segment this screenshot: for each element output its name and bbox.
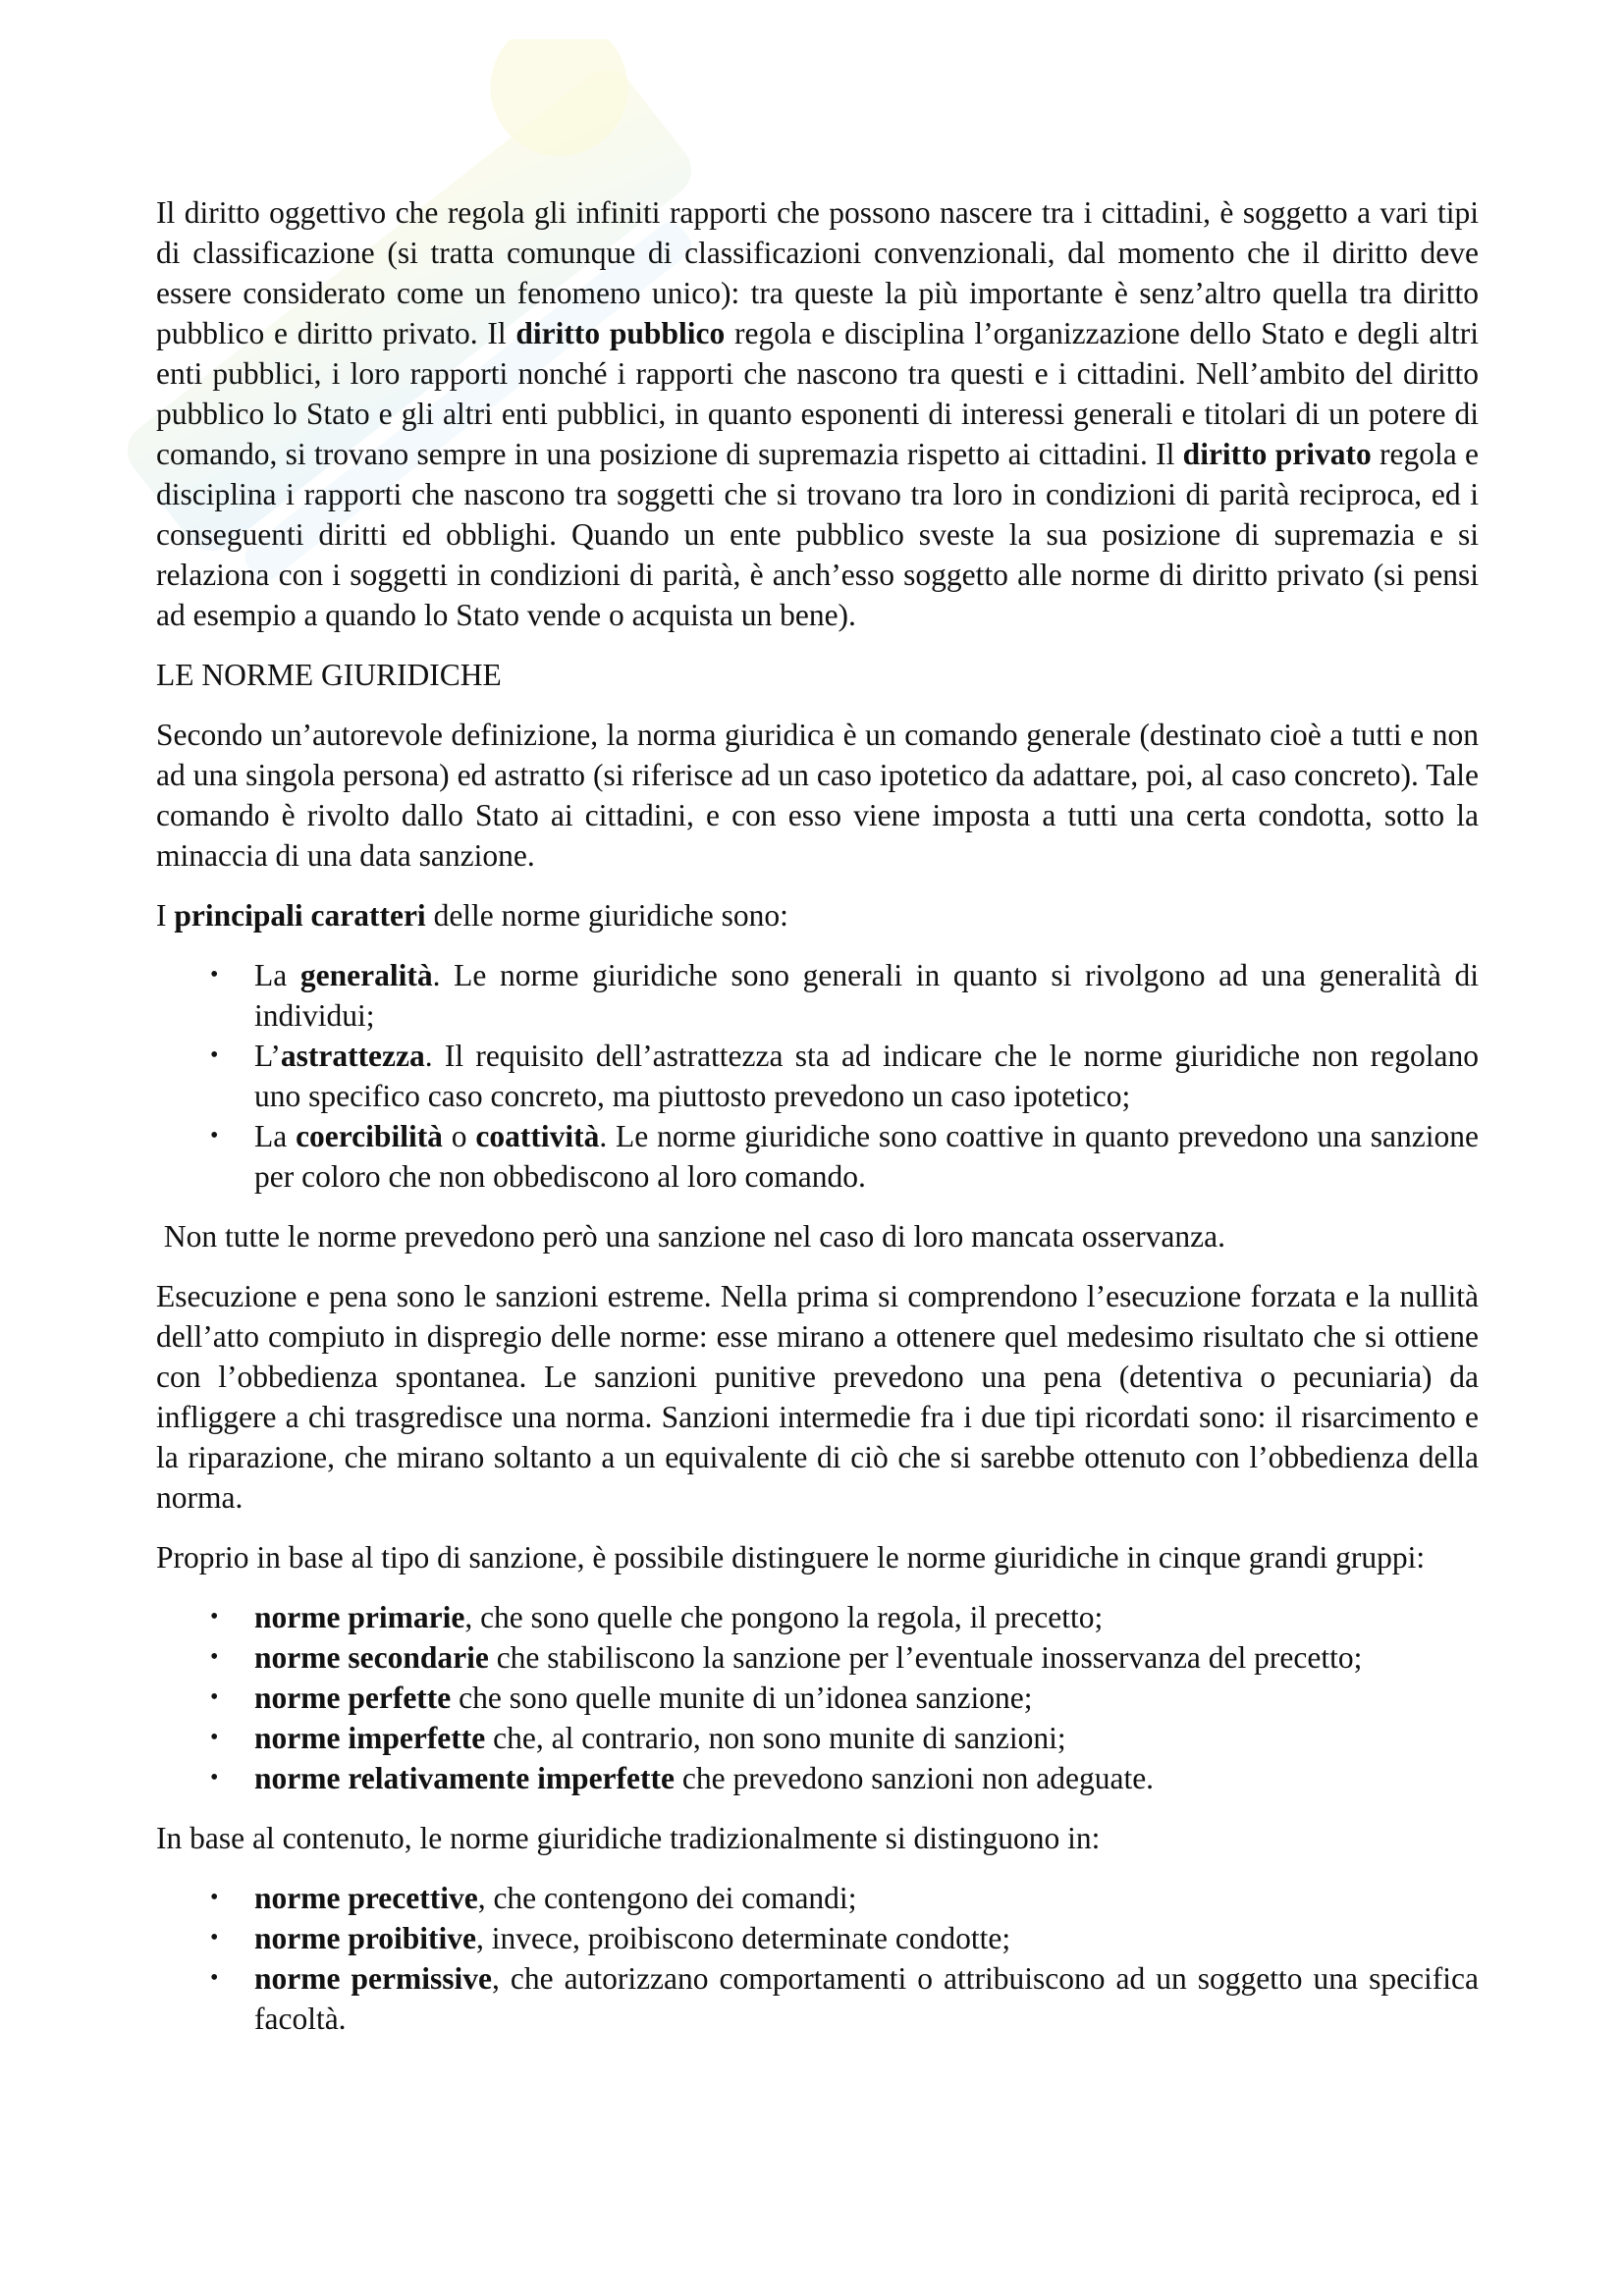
definition-paragraph: Secondo un’autorevole definizione, la norma giuridica è un comando generale (destinato cioè a tutti e non ad una singola persona) ed astratto (si riferisce ad un caso ipotetico da adattare, poi, al caso concreto). Tale comando è rivolto dallo Stato ai cittadini, e con esso viene imposta a tutti una certa condotta, sotto la minaccia di una data sanzione. [156,718,1479,873]
bullet-icon: • [210,1965,219,1991]
bullet-icon: • [210,1725,219,1750]
list-item: • norme permissive, che autorizzano comportamenti o attribuiscono ad un soggetto una specifica facoltà. [254,1958,1479,2039]
list-item: • norme imperfette che, al contrario, non sono munite di sanzioni; [254,1718,1479,1758]
list-item: • La coercibilità o coattività. Le norme giuridiche sono coattive in quanto prevedono una sanzione per coloro che non obbediscono al loro comando. [254,1116,1479,1197]
characters-intro: I principali caratteri delle norme giuridiche sono: [156,898,788,933]
bullet-icon: • [210,1604,219,1629]
execution-paragraph: Esecuzione e pena sono le sanzioni estreme. Nella prima si comprendono l’esecuzione forzata e la nullità dell’atto compiuto in dispregio delle norme: esse mirano a ottenere quel medesimo risultato che si ottiene con l’obbedienza spontanea. Le sanzioni punitive prevedono una pena (detentiva o pecuniaria) da infliggere a chi trasgredisce una norma. Sanzioni intermedie fra i due tipi ricordati sono: il risarcimento e la riparazione, che mirano soltanto a un equivalente di ciò che si sarebbe ottenuto con l’obbedienza della norma. [156,1279,1479,1515]
list-item: • norme relativamente imperfette che prevedono sanzioni non adeguate. [254,1758,1479,1798]
document-page [156,192,1479,2058]
section-heading: LE NORME GIURIDICHE [156,658,502,692]
characters-list [156,955,1479,1197]
bullet-icon: • [210,1684,219,1710]
bullet-icon: • [210,1644,219,1670]
list-item: • norme primarie, che sono quelle che pongono la regola, il precetto; [254,1597,1479,1637]
sanction-groups-list [156,1597,1479,1798]
intro-paragraph: Il diritto oggettivo che regola gli infiniti rapporti che possono nascere tra i cittadini, è soggetto a vari tipi di classificazione (si tratta comunque di classificazioni convenzionali, dal momento che il diritto deve essere considerato come un fenomeno unico): tra queste la più importante è senz’altro quella tra diritto pubblico e diritto privato. Il diritto pubblico regola e disciplina l’organizzazione dello Stato e degli altri enti pubblici, i loro rapporti nonché i rapporti che nascono tra questi e i cittadini. Nell’ambito del diritto pubblico lo Stato e gli altri enti pubblici, in quanto esponenti di interessi generali e titolari di un potere di comando, si trovano sempre in una posizione di supremazia rispetto ai cittadini. Il diritto privato regola e disciplina i rapporti che nascono tra soggetti che si trovano tra loro in condizioni di parità reciproca, ed i conseguenti diritti ed obblighi. Quando un ente pubblico sveste la sua posizione di supremazia e si relaziona con i soggetti in condizioni di parità, è anch’esso soggetto alle norme di diritto privato (si pensi ad esempio a quando lo Stato vende o acquista un bene). [156,195,1479,632]
term-diritto-pubblico: diritto pubblico [515,316,726,350]
sanction-intro: Proprio in base al tipo di sanzione, è possibile distinguere le norme giuridiche in cinque grandi gruppi: [156,1540,1426,1575]
content-intro: In base al contenuto, le norme giuridiche tradizionalmente si distinguono in: [156,1821,1101,1855]
bullet-icon: • [210,1925,219,1950]
list-item: • L’astrattezza. Il requisito dell’astrattezza sta ad indicare che le norme giuridiche non regolano uno specifico caso concreto, ma piuttosto prevedono un caso ipotetico; [254,1036,1479,1116]
not-all-paragraph: Non tutte le norme prevedono però una sanzione nel caso di loro mancata osservanza. [156,1219,1225,1254]
bullet-icon: • [210,1885,219,1910]
term-diritto-privato: diritto privato [1182,437,1372,471]
bullet-icon: • [210,1123,219,1148]
bullet-icon: • [210,1042,219,1068]
bullet-icon: • [210,962,219,988]
list-item: • La generalità. Le norme giuridiche sono generali in quanto si rivolgono ad una generalità di individui; [254,955,1479,1036]
list-item: • norme proibitive, invece, proibiscono determinate condotte; [254,1918,1479,1958]
list-item: • norme secondarie che stabiliscono la sanzione per l’eventuale inosservanza del precetto; [254,1637,1479,1678]
list-item: • norme perfette che sono quelle munite di un’idonea sanzione; [254,1678,1479,1718]
bullet-icon: • [210,1765,219,1790]
list-item: • norme precettive, che contengono dei comandi; [254,1878,1479,1918]
content-groups-list [156,1878,1479,2039]
